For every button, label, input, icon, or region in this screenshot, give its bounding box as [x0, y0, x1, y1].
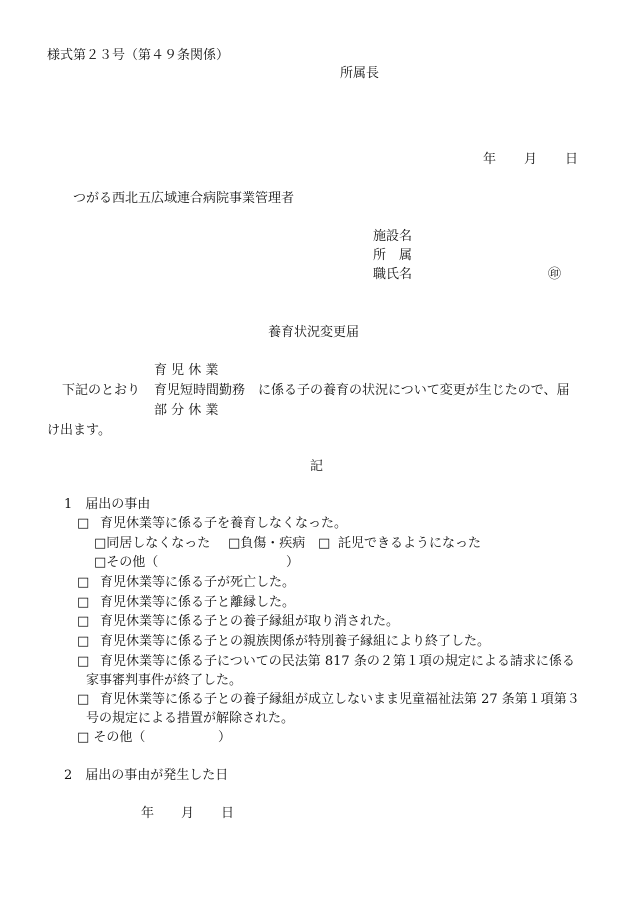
checkbox[interactable]: □ — [77, 516, 90, 531]
occurrence-month: 月 — [181, 806, 195, 821]
facility-label: 施設名 — [373, 229, 413, 244]
occurrence-day: 日 — [221, 806, 235, 821]
checkbox[interactable]: □ — [77, 692, 90, 707]
intro-continuation: け出ます。 — [47, 423, 111, 438]
reason-item: 育児休業等に係る子との親族関係が特別養子縁組により終了した。 — [100, 634, 491, 649]
checkbox[interactable]: □ — [77, 654, 90, 669]
sub-option-daycare-checkbox[interactable]: □ — [318, 536, 331, 551]
form-number: 様式第２３号（第４９条関係） — [47, 48, 230, 63]
other-reason-close: ） — [218, 730, 232, 745]
addressee-title: 所属長 — [340, 66, 380, 81]
date-month: 月 — [524, 152, 538, 167]
sub-option-no-cohabit[interactable]: □同居しなくなった — [94, 536, 211, 551]
checkbox[interactable]: □ — [77, 634, 90, 649]
date-year: 年 — [483, 152, 497, 167]
dept-label: 所 属 — [373, 248, 413, 263]
date-day: 日 — [565, 152, 579, 167]
intro-option-short-hours: 育児短時間勤務 — [154, 383, 246, 398]
section2-heading: 2 届出の事由が発生した日 — [64, 768, 229, 783]
reason-item: 育児休業等に係る子を養育しなくなった。 — [100, 516, 348, 531]
reason-item-continued: 家事審判事件が終了した。 — [86, 673, 243, 688]
other-reason-option[interactable]: □ その他（ — [77, 730, 146, 745]
checkbox[interactable]: □ — [77, 614, 90, 629]
intro-suffix: に係る子の養育の状況について変更が生じたので、届 — [258, 383, 570, 398]
checkbox[interactable]: □ — [77, 595, 90, 610]
seal-mark: ㊞ — [548, 267, 562, 282]
occurrence-year: 年 — [141, 806, 155, 821]
sub-option-other-close: ） — [286, 555, 300, 570]
sub-option-injury[interactable]: □負傷・疾病 — [228, 536, 306, 551]
intro-option-partial-leave: 部 分 休 業 — [154, 403, 219, 418]
ki-heading: 記 — [310, 459, 324, 474]
checkbox[interactable]: □ — [77, 575, 90, 590]
reason-item: 育児休業等に係る子との養子縁組が取り消された。 — [100, 614, 400, 629]
reason-item: 育児休業等に係る子についての民法第 817 条の２第１項の規定による請求に係る — [100, 654, 575, 669]
reason-item-continued: 号の規定による措置が解除された。 — [86, 711, 295, 726]
section1-heading: 1 届出の事由 — [64, 497, 151, 512]
reason-item: 育児休業等に係る子との養子縁組が成立しないまま児童福祉法第 27 条第１項第３ — [100, 692, 580, 707]
reason-item: 育児休業等に係る子が死亡した。 — [100, 575, 296, 590]
recipient: つがる西北五広域連合病院事業管理者 — [73, 191, 295, 206]
sub-option-daycare-label: 託児できるようになった — [338, 536, 482, 551]
intro-prefix: 下記のとおり — [62, 383, 141, 398]
name-label: 職氏名 — [373, 267, 413, 282]
sub-option-other[interactable]: □その他（ — [94, 555, 159, 570]
reason-item: 育児休業等に係る子と離縁した。 — [100, 595, 296, 610]
intro-option-childcare-leave: 育 児 休 業 — [154, 363, 219, 378]
document-title: 養育状況変更届 — [268, 325, 360, 340]
